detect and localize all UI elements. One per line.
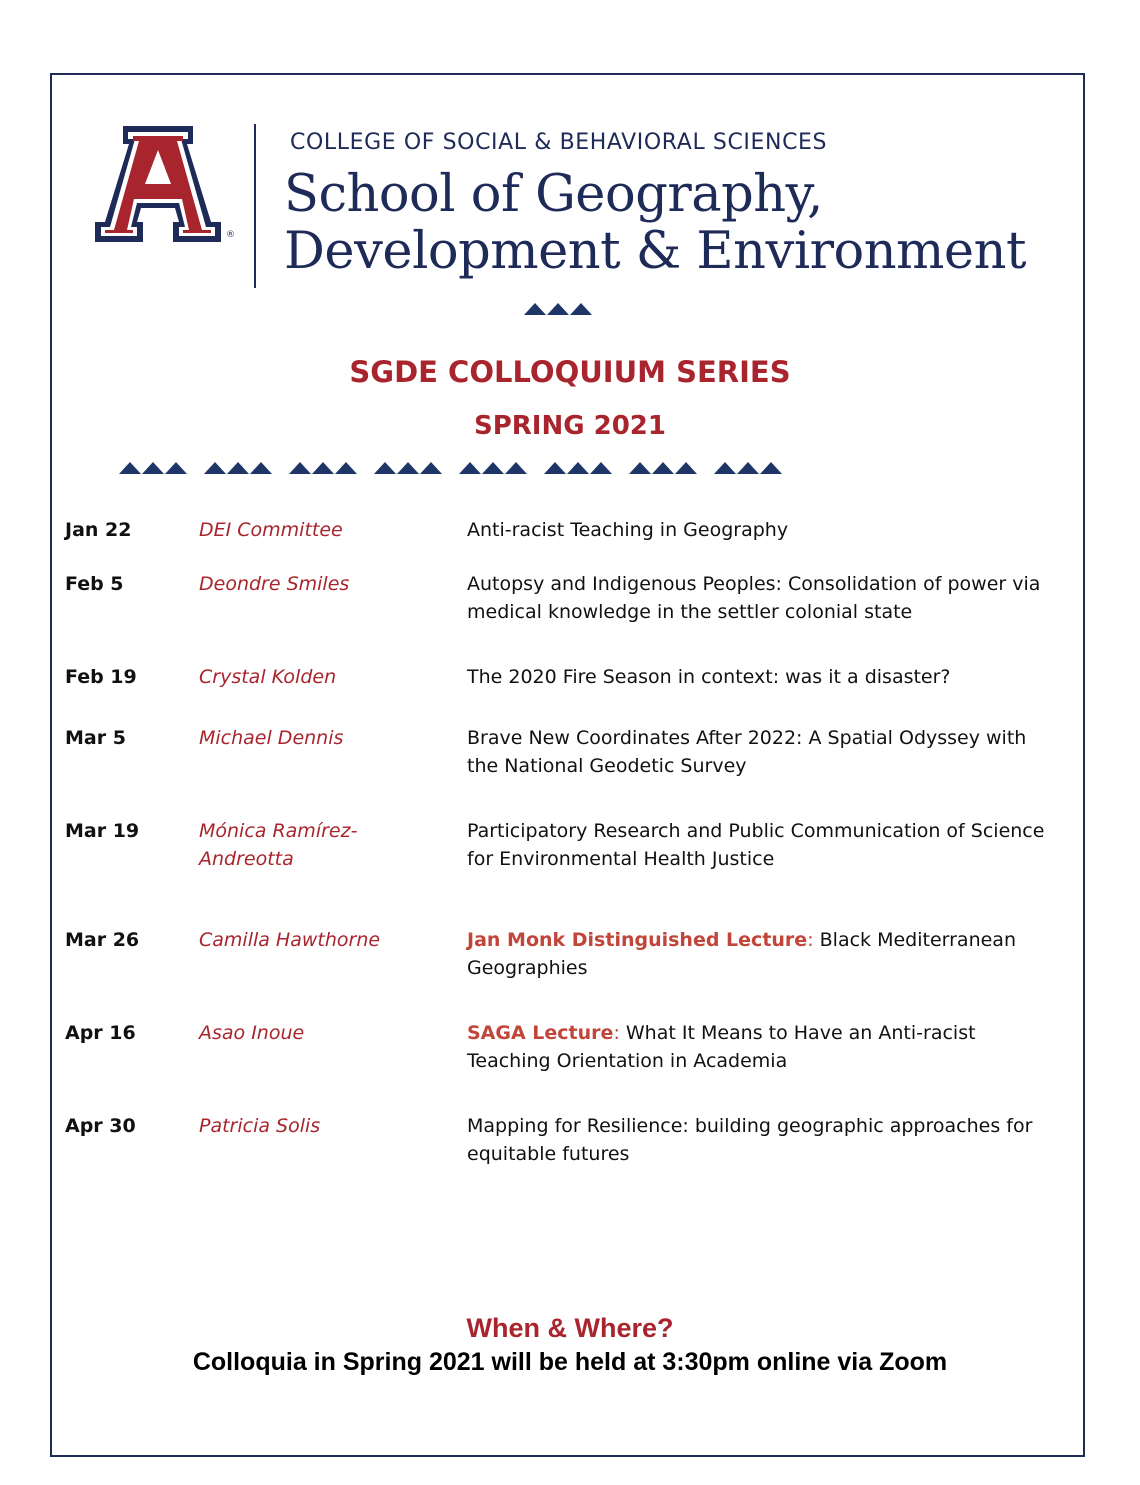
- talk-title: [467, 1019, 1057, 1075]
- university-a-icon: [95, 126, 221, 242]
- school-name-line-2: Development & Environment: [284, 222, 1026, 281]
- talk-title-text: Participatory Research and Public Communication of Science for Environmental Health Justice: [467, 820, 1045, 870]
- header-divider: [254, 124, 256, 288]
- triangle-icon: [250, 462, 272, 474]
- triangle-icon: [335, 462, 357, 474]
- talk-date: Mar 19: [65, 820, 140, 842]
- talk-date: Jan 22: [65, 519, 132, 541]
- talk-speaker: Camilla Hawthorne: [199, 929, 381, 951]
- triangle-icon: [204, 462, 226, 474]
- triangle-icon: [547, 303, 569, 315]
- talk-date: Apr 16: [65, 1022, 136, 1044]
- talk-title: [467, 663, 1057, 691]
- triangle-icon: [289, 462, 311, 474]
- triangle-icon: [544, 462, 566, 474]
- when-where-heading: When & Where?: [466, 1313, 674, 1343]
- triangle-icon: [524, 303, 546, 315]
- talk-speaker: DEI Committee: [199, 519, 343, 541]
- triangle-icon: [737, 462, 759, 474]
- talk-date: Feb 19: [65, 666, 137, 688]
- lecture-separator: :: [807, 929, 820, 951]
- registered-mark: ®: [226, 230, 235, 240]
- talk-speaker: Asao Inoue: [199, 1022, 305, 1044]
- triangle-icon: [482, 462, 504, 474]
- talk-title-text: Mapping for Resilience: building geographic approaches for equitable futures: [467, 1115, 1033, 1165]
- talk-speaker: Patricia Solis: [199, 1115, 321, 1137]
- lecture-type: Jan Monk Distinguished Lecture: [467, 929, 808, 951]
- triangle-icon: [119, 462, 141, 474]
- lecture-type: SAGA Lecture: [467, 1022, 614, 1044]
- triangle-icon: [675, 462, 697, 474]
- triangle-icon: [714, 462, 736, 474]
- talk-date: Apr 30: [65, 1115, 136, 1137]
- triangle-icon: [397, 462, 419, 474]
- talk-speaker: Mónica Ramírez-Andreotta: [199, 820, 358, 870]
- talk-date: Mar 5: [65, 727, 126, 749]
- triangle-icon: [570, 303, 592, 315]
- talk-title: [467, 817, 1057, 873]
- talk-title-text: The 2020 Fire Season in context: was it a disaster?: [467, 666, 951, 688]
- talk-title-text: Black Mediterranean Geographies: [467, 929, 1016, 979]
- triangle-icon: [312, 462, 334, 474]
- triangle-icon: [459, 462, 481, 474]
- talk-title-text: What It Means to Have an Anti-racist Teaching Orientation in Academia: [467, 1022, 976, 1072]
- triangle-ornament-small: [524, 303, 592, 315]
- talk-date: Mar 26: [65, 929, 140, 951]
- when-where-details: Colloquia in Spring 2021 will be held at 3:30pm online via Zoom: [192, 1348, 948, 1376]
- school-name-line-1: School of Geography,: [284, 165, 823, 224]
- talk-title: [467, 1112, 1057, 1168]
- college-name: COLLEGE OF SOCIAL & BEHAVIORAL SCIENCES: [290, 130, 828, 155]
- talk-title: [467, 516, 1057, 544]
- talk-speaker: Crystal Kolden: [199, 666, 337, 688]
- school-name: [284, 166, 1026, 280]
- talk-title-text: Brave New Coordinates After 2022: A Spatial Odyssey with the National Geodetic Survey: [467, 727, 1027, 777]
- series-title: SGDE COLLOQUIUM SERIES: [349, 355, 791, 389]
- triangle-icon: [652, 462, 674, 474]
- talk-date: Feb 5: [65, 573, 124, 595]
- triangle-icon: [374, 462, 396, 474]
- triangle-icon: [629, 462, 651, 474]
- triangle-icon: [165, 462, 187, 474]
- triangle-icon: [760, 462, 782, 474]
- lecture-separator: :: [613, 1022, 626, 1044]
- triangle-icon: [505, 462, 527, 474]
- triangle-icon: [227, 462, 249, 474]
- triangle-icon: [590, 462, 612, 474]
- triangle-icon: [142, 462, 164, 474]
- triangle-ornament-long: [119, 462, 782, 474]
- talk-title: [467, 724, 1057, 780]
- triangle-icon: [420, 462, 442, 474]
- talk-title: [467, 570, 1057, 626]
- triangle-icon: [567, 462, 589, 474]
- talk-speaker: Michael Dennis: [199, 727, 344, 749]
- talk-title-text: Anti-racist Teaching in Geography: [467, 519, 789, 541]
- talk-speaker: Deondre Smiles: [199, 573, 350, 595]
- series-term: SPRING 2021: [474, 411, 666, 441]
- talk-title: [467, 926, 1057, 982]
- talk-title-text: Autopsy and Indigenous Peoples: Consolidation of power via medical knowledge in the settler colonial state: [467, 573, 1041, 623]
